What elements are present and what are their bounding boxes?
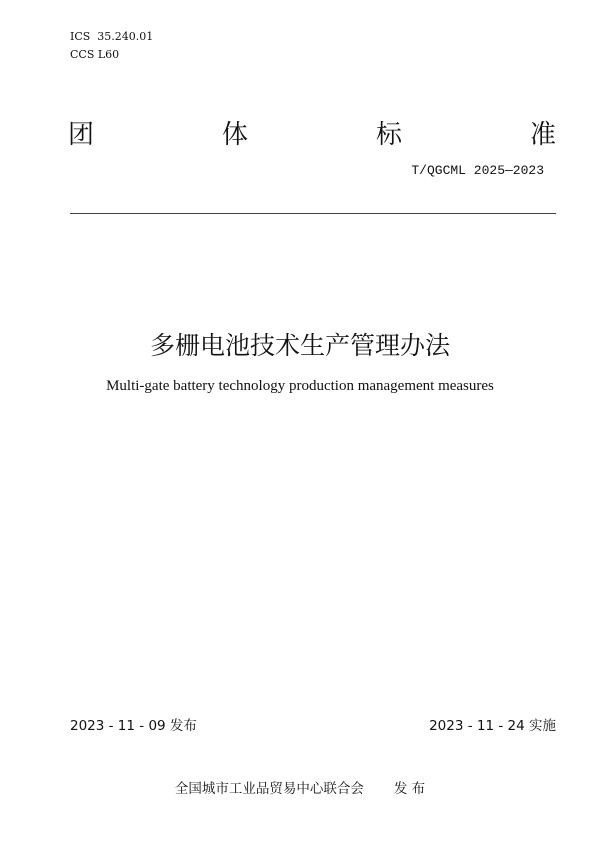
publish-action: 发 布 xyxy=(393,781,426,797)
standard-type-char: 体 xyxy=(221,120,248,150)
header-divider xyxy=(70,213,556,214)
document-title-zh: 多栅电池技术生产管理办法 xyxy=(149,331,450,360)
standard-type-char: 准 xyxy=(529,120,556,150)
ics-code: ICS 35.240.01 xyxy=(70,30,154,43)
standard-type-char: 标 xyxy=(375,120,402,150)
document-title-en: Multi-gate battery technology production management measures xyxy=(106,378,494,394)
publisher-name: 全国城市工业品贸易中心联合会 xyxy=(174,781,364,797)
classification-codes xyxy=(70,28,153,64)
standard-type-char: 团 xyxy=(68,120,95,150)
ccs-code: CCS L60 xyxy=(70,48,120,61)
standard-type xyxy=(68,114,556,151)
issue-date: 2023 - 11 - 09 发布 xyxy=(70,718,197,734)
implementation-date: 2023 - 11 - 24 实施 xyxy=(429,718,556,734)
standard-number: T/QGCML 2025—2023 xyxy=(411,163,544,178)
publisher-line xyxy=(0,777,600,797)
